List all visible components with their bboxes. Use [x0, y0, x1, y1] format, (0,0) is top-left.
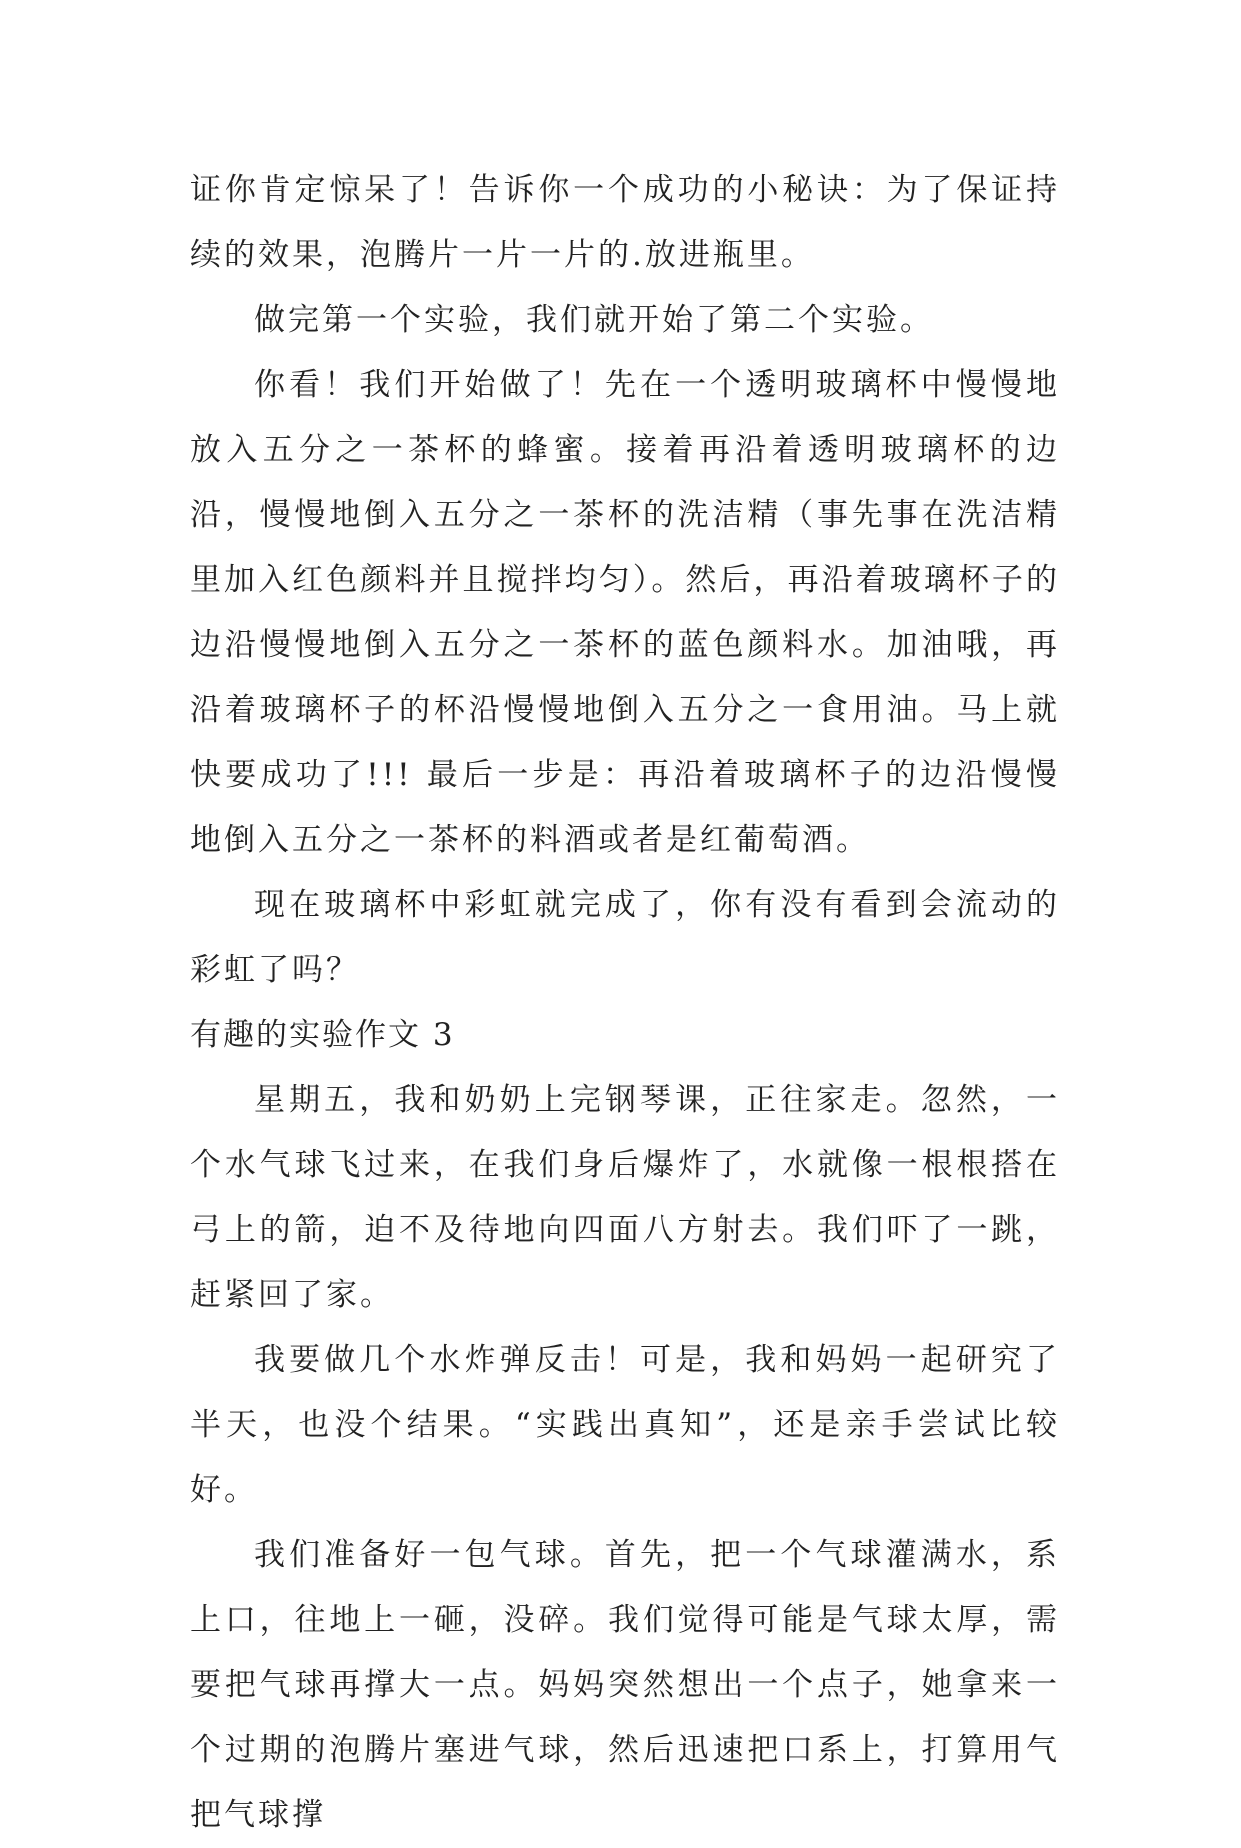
paragraph-7: 我们准备好一包气球。首先，把一个气球灌满水，系上口，往地上一砸，没碎。我们觉得可能是气球太厚，需要把气球再撑大一点。妈妈突然想出一个点子，她拿来一个过期的泡腾片塞进气球，然后迅速把口系上，打算用气把气球撑	[190, 1537, 1060, 1833]
document-page	[190, 158, 1060, 1848]
paragraph-1: 证你肯定惊呆了！告诉你一个成功的小秘诀：为了保证持续的效果，泡腾片一片一片的.放进瓶里。	[190, 172, 1060, 273]
paragraph-4: 现在玻璃杯中彩虹就完成了，你有没有看到会流动的彩虹了吗？	[190, 887, 1060, 988]
section-heading: 有趣的实验作文 3	[190, 1017, 455, 1053]
paragraph-5: 星期五，我和奶奶上完钢琴课，正往家走。忽然，一个水气球飞过来，在我们身后爆炸了，水就像一根根搭在弓上的箭，迫不及待地向四面八方射去。我们吓了一跳，赶紧回了家。	[190, 1082, 1060, 1313]
paragraph-3: 你看！我们开始做了！先在一个透明玻璃杯中慢慢地放入五分之一茶杯的蜂蜜。接着再沿着透明玻璃杯的边沿，慢慢地倒入五分之一茶杯的洗洁精（事先事在洗洁精里加入红色颜料并且搅拌均匀）。然后，再沿着玻璃杯子的边沿慢慢地倒入五分之一茶杯的蓝色颜料水。加油哦，再沿着玻璃杯子的杯沿慢慢地倒入五分之一食用油。马上就快要成功了!!! 最后一步是：再沿着玻璃杯子的边沿慢慢地倒入五分之一茶杯的料酒或者是红葡萄酒。	[190, 367, 1060, 858]
paragraph-2: 做完第一个实验，我们就开始了第二个实验。	[254, 302, 934, 338]
paragraph-6: 我要做几个水炸弹反击！可是，我和妈妈一起研究了半天，也没个结果。“实践出真知”，还是亲手尝试比较好。	[190, 1342, 1060, 1508]
